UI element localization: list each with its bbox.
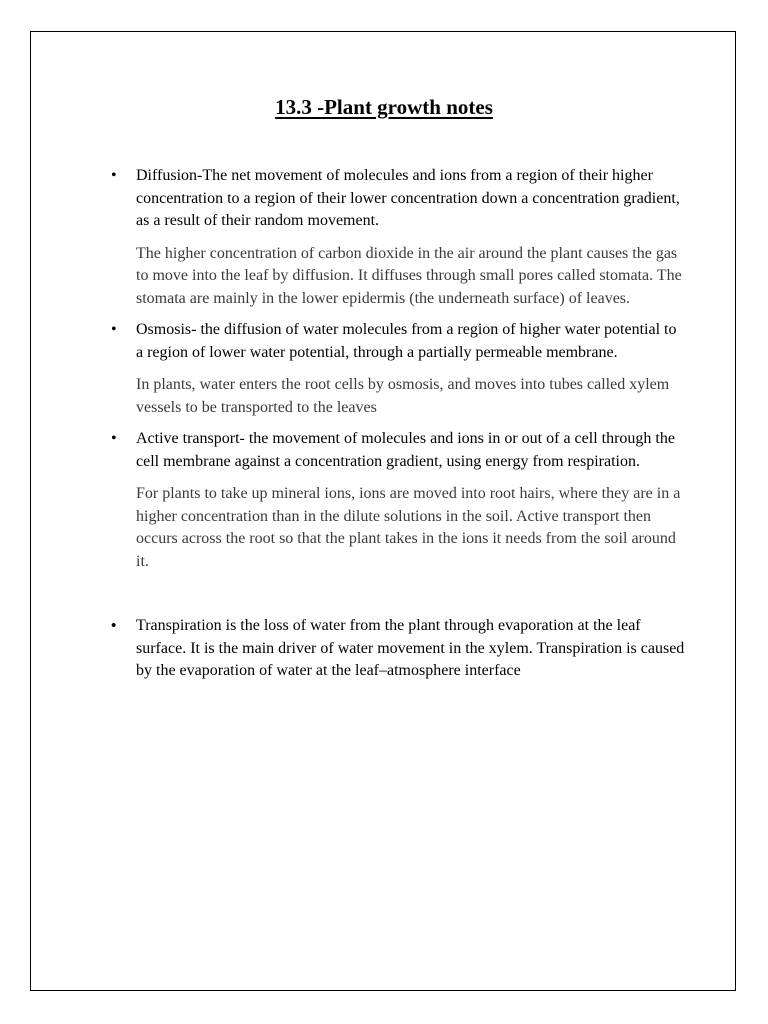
bullet-icon: • [111, 618, 117, 634]
list-item-transpiration [111, 615, 686, 683]
bullet-icon: • [111, 167, 117, 184]
list-item-osmosis [111, 319, 686, 419]
notes-list [111, 165, 686, 692]
definition-text: Diffusion-The net movement of molecules and ions from a region of their higher concentration to a region of their lower concentration down a concentration gradient, as a result of their random movement. [136, 167, 680, 229]
page-title: 13.3 -Plant growth notes [275, 95, 493, 119]
definition-text: Osmosis- the diffusion of water molecules from a region of higher water potential to a region of lower water potential, through a partially permeable membrane. [136, 321, 677, 361]
explanation-text: The higher concentration of carbon dioxide in the air around the plant causes the gas to move into the leaf by diffusion. It diffuses through small pores called stomata. The stomata are mainly in the lower epidermis (the underneath surface) of leaves. [136, 244, 682, 307]
definition-text: Transpiration is the loss of water from the plant through evaporation at the leaf surface. It is the main driver of water movement in the xylem. Transpiration is caused by the evaporation of water at the leaf–atmosphere interface [136, 617, 685, 679]
bullet-icon: • [111, 321, 117, 338]
bullet-icon: • [111, 430, 117, 447]
explanation-text: For plants to take up mineral ions, ions are moved into root hairs, where they are in a higher concentration than in the dilute solutions in the soil. Active transport then occurs across the root so that the plant takes in the ions it needs from the soil around it. [136, 485, 681, 570]
list-item-diffusion [111, 165, 686, 310]
explanation-text: In plants, water enters the root cells by osmosis, and moves into tubes called xylem vessels to be transported to the leaves [136, 376, 670, 416]
definition-text: Active transport- the movement of molecules and ions in or out of a cell through the cell membrane against a concentration gradient, using energy from respiration. [136, 430, 675, 470]
list-item-active-transport [111, 428, 686, 573]
